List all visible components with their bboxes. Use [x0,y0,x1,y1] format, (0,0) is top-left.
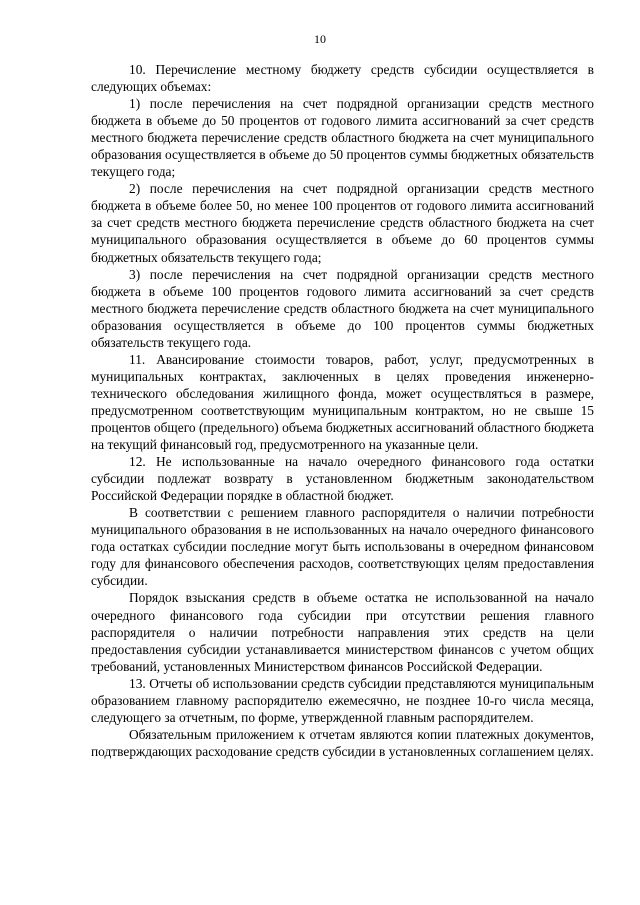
paragraph-10-item-1: 1) после перечисления на счет подрядной организации средств местного бюджета в объеме до 50 процентов от годового лимита ассигнований за счет средств местного бюджета перечисление средств областного бюджета на счет муниципального образования осуществляется в объеме до 50 процентов суммы бюджетных обязательств текущего года; [91,96,594,180]
paragraph-10: 10. Перечисление местному бюджету средств субсидии осуществляется в следующих объемах: [91,62,594,95]
paragraph-10-item-2: 2) после перечисления на счет подрядной организации средств местного бюджета в объеме более 50, но менее 100 процентов от годового лимита ассигнований за счет средств местного бюджета перечисление средств областного бюджета на счет муниципального образования осуществляется в объеме до 60 процентов суммы бюджетных обязательств текущего года; [91,181,594,265]
paragraph-12-decision: В соответствии с решением главного распорядителя о наличии потребности муниципального образования в не использованных на начало очередного финансового года остатках субсидии последние могут быть использованы в очередном финансовом году для финансового обеспечения расходов, соответствующих целям предоставления субсидии. [91,505,594,589]
paragraph-13-attachments: Обязательным приложением к отчетам являются копии платежных документов, подтверждающих расходование средств субсидии в установленных соглашением целях. [91,726,594,759]
document-body [91,61,594,760]
paragraph-12-recovery-procedure: Порядок взыскания средств в объеме остатка не использованной на начало очередного финансового года субсидии при отсутствии решения главного распорядителя о наличии потребности направления этих средств на цели предоставления субсидии устанавливается министерством финансов с учетом общих требований, установленных Министерством финансов Российской Федерации. [91,590,594,674]
paragraph-11: 11. Авансирование стоимости товаров, работ, услуг, предусмотренных в муниципальных контрактах, заключенных в целях проведения инженерно-технического обследования жилищного фонда, может осуществляться в размере, предусмотренном соответствующим муниципальным контрактом, но не свыше 15 процентов общего (предельного) объема бюджетных ассигнований областного бюджета на текущий финансовый год, предусмотренного на указанные цели. [91,351,594,453]
page-number: 10 [314,32,326,46]
paragraph-10-item-3: 3) после перечисления на счет подрядной организации средств местного бюджета в объеме 100 процентов годового лимита ассигнований за счет средств местного бюджета перечисление средств областного бюджета на счет муниципального образования осуществляется в объеме до 100 процентов суммы бюджетных обязательств текущего года. [91,266,594,350]
paragraph-12: 12. Не использованные на начало очередного финансового года остатки субсидии подлежат возврату в установленном бюджетным законодательством Российской Федерации порядке в областной бюджет. [91,454,594,504]
paragraph-13: 13. Отчеты об использовании средств субсидии представляются муниципальным образованием главному распорядителю ежемесячно, не позднее 10-го числа месяца, следующего за отчетным, по форме, утвержденной главным распорядителем. [91,675,594,725]
